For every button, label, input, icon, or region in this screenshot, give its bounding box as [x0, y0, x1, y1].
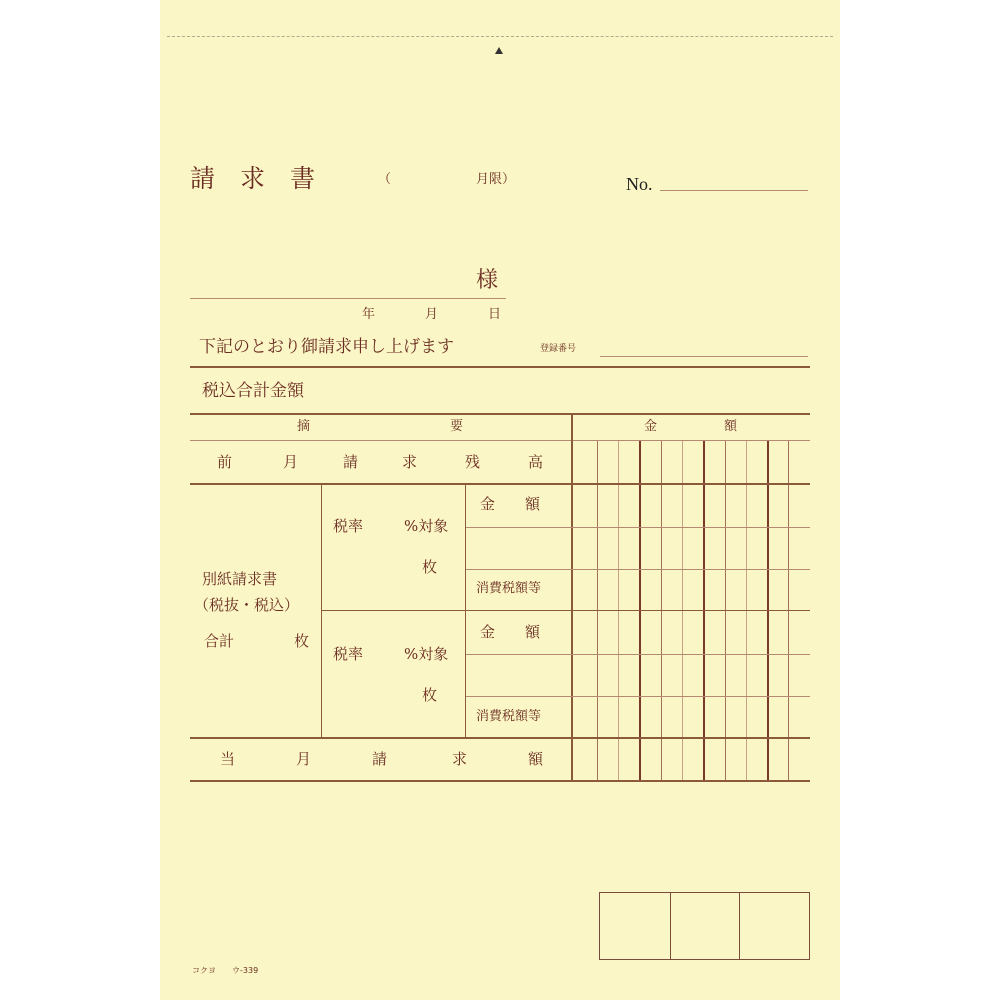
row-rule	[466, 654, 810, 655]
current-month-char: 当	[220, 750, 236, 768]
consumption-tax-label-1: 消費税額等	[476, 581, 542, 596]
honorific-sama: 様	[476, 268, 499, 293]
summary-amount-divider	[571, 414, 573, 781]
sheets-unit-2: 枚	[422, 686, 438, 704]
row-rule	[466, 696, 810, 697]
addressee-field[interactable]	[190, 298, 506, 299]
pct-target-label-1: %対象	[404, 517, 449, 535]
tax-included-total-label: 税込合計金額	[202, 381, 304, 401]
consumption-tax-label-2: 消費税額等	[476, 709, 542, 724]
date-year: 年	[362, 307, 376, 322]
amount-label-2: 金 額	[480, 623, 541, 641]
digit-line	[682, 441, 683, 781]
prev-balance-char: 求	[402, 453, 418, 471]
separate-invoice-divider	[321, 485, 322, 738]
sheets-unit-1: 枚	[422, 558, 438, 576]
stamp-box[interactable]	[739, 892, 810, 960]
row-rule	[466, 569, 810, 570]
table-bottom-rule	[190, 780, 810, 782]
separate-invoice-label: 別紙請求書	[202, 570, 278, 588]
paren-open: （	[378, 172, 392, 187]
header-amount-1: 金	[644, 419, 658, 434]
stamp-box[interactable]	[599, 892, 671, 960]
invoice-title: 請 求 書	[190, 164, 316, 193]
prev-balance-bottom-rule	[190, 483, 810, 485]
number-label: No.	[626, 174, 653, 194]
prev-balance-char: 高	[528, 453, 544, 471]
digit-line	[703, 441, 705, 781]
brand-label: コクヨ	[192, 966, 216, 975]
tax-rate-label-1: 税率	[333, 517, 364, 535]
tax-rate-label-2: 税率	[333, 645, 364, 663]
prev-balance-char: 請	[343, 453, 359, 471]
pct-target-label-2: %対象	[404, 645, 449, 663]
total-sheets-unit: 枚	[294, 632, 310, 650]
tax-rate-divider	[465, 485, 466, 738]
digit-line	[597, 441, 598, 781]
digit-line	[746, 441, 747, 781]
current-month-char: 額	[528, 750, 544, 768]
month-limit-label: 月限）	[476, 172, 516, 187]
tax-block-divider	[322, 610, 810, 611]
header-amount-2: 額	[724, 419, 738, 434]
digit-line	[767, 441, 769, 781]
statement-text: 下記のとおり御請求申し上げます	[199, 337, 454, 357]
digit-line	[618, 441, 619, 781]
prev-balance-char: 月	[283, 453, 299, 471]
digit-line	[725, 441, 726, 781]
row-rule	[466, 527, 810, 528]
header-bottom-rule	[190, 440, 810, 441]
digit-line	[788, 441, 789, 781]
table-top-rule	[190, 413, 810, 415]
header-summary-1: 摘	[297, 419, 311, 434]
stamp-box[interactable]	[669, 892, 740, 960]
tax-type-label: （税抜・税込）	[194, 596, 300, 614]
tear-marker-icon	[495, 47, 503, 54]
registration-label: 登録番号	[540, 344, 577, 354]
current-month-char: 求	[452, 750, 468, 768]
prev-balance-char: 残	[465, 453, 481, 471]
date-month: 月	[425, 307, 439, 322]
total-top-rule	[190, 366, 810, 368]
digit-line	[639, 441, 641, 781]
digit-line	[661, 441, 662, 781]
registration-field[interactable]	[600, 356, 808, 357]
date-day: 日	[488, 307, 502, 322]
total-label: 合計	[204, 632, 235, 650]
current-month-top-rule	[190, 737, 810, 739]
current-month-char: 月	[296, 750, 312, 768]
prev-balance-char: 前	[217, 453, 233, 471]
number-field[interactable]	[660, 190, 808, 191]
perforation-line	[167, 36, 833, 37]
current-month-char: 請	[372, 750, 388, 768]
product-code: ウ-339	[232, 966, 259, 975]
amount-label-1: 金 額	[480, 495, 541, 513]
header-summary-2: 要	[450, 419, 464, 434]
